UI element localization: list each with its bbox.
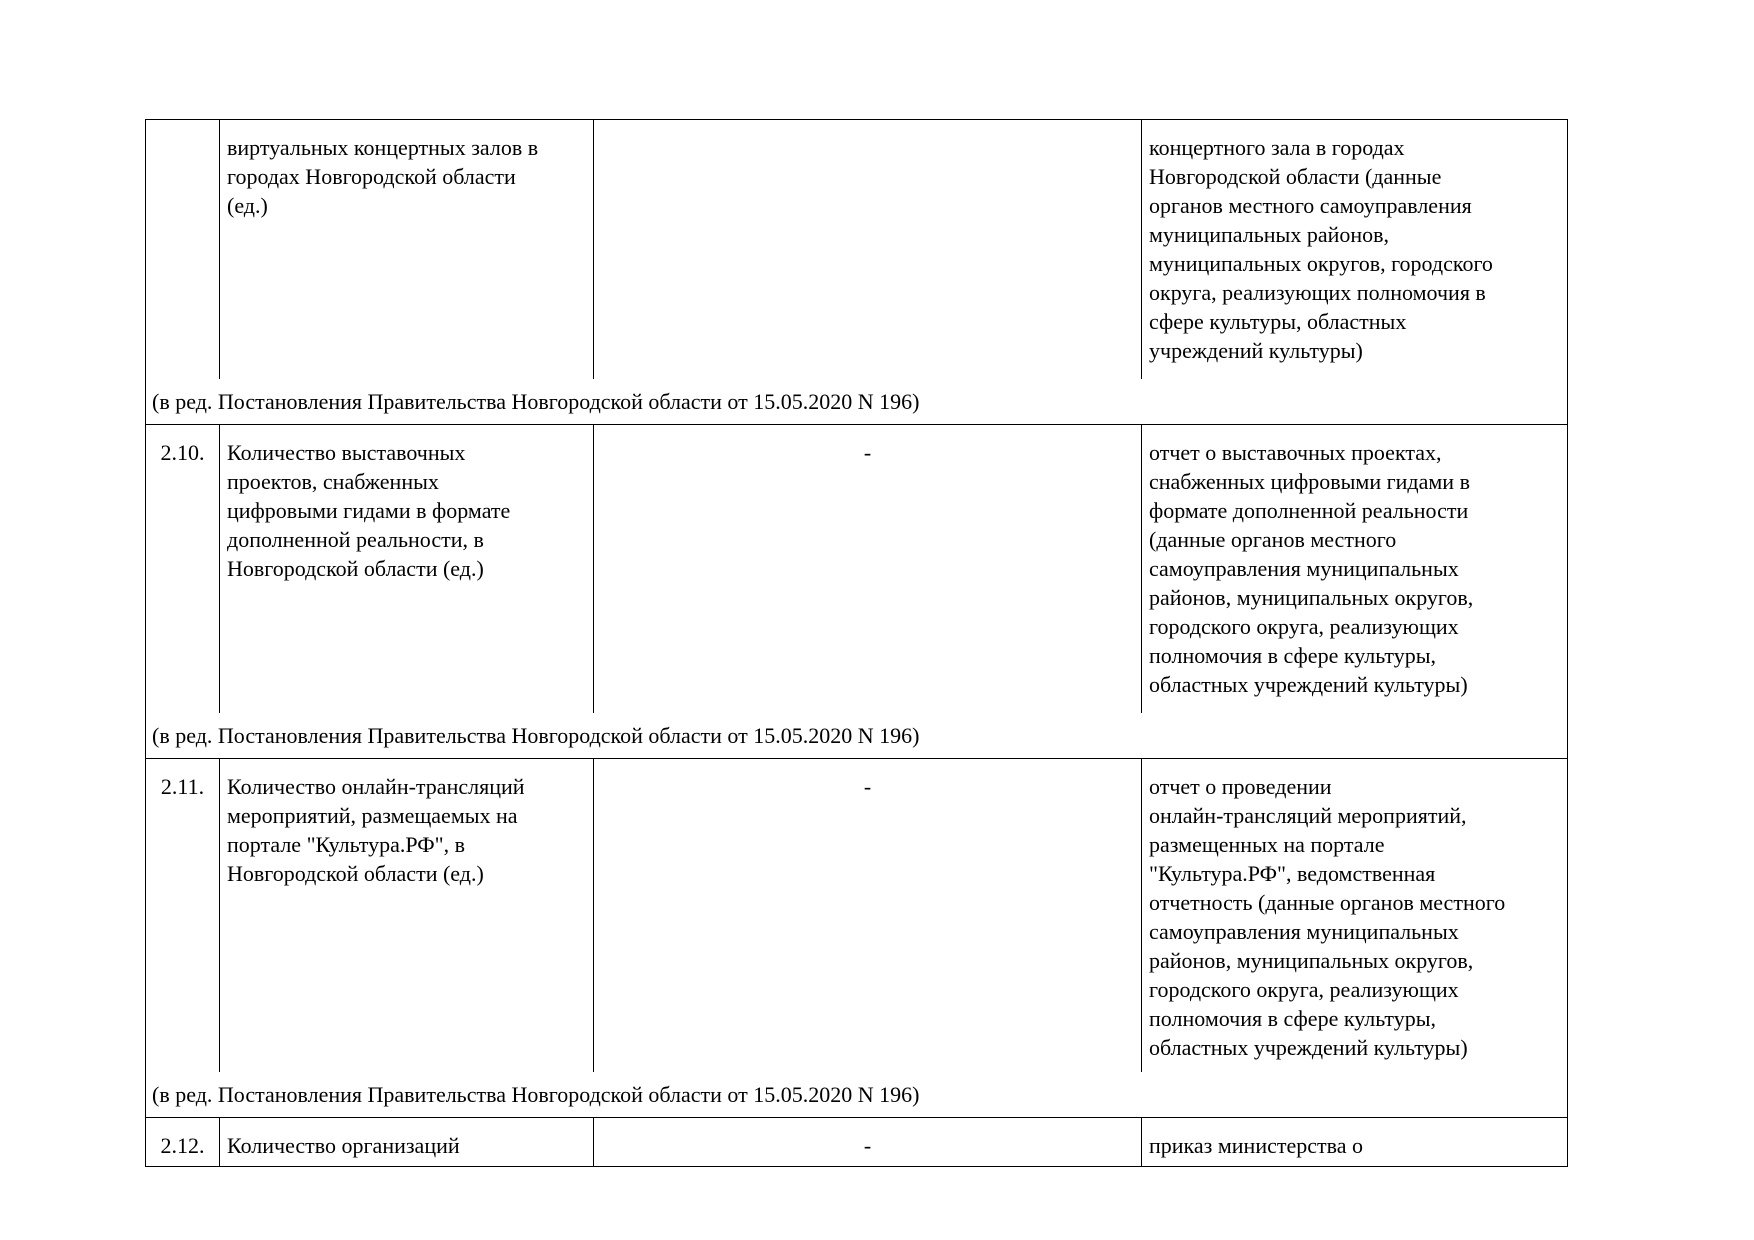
- edit-note-row: [146, 713, 1568, 759]
- source-cell: отчет о проведении онлайн-трансляций мероприятий, размещенных на портале "Культура.РФ", ведомственная отчетность (данные органов местного самоуправления муниципальных районов, муниципальных округов, городского округа, реализующих полномочия в сфере культуры, областных учреждений культуры): [1142, 759, 1568, 1073]
- row-number: 2.11.: [146, 759, 220, 1073]
- indicator-cell: Количество онлайн-трансляций мероприятий, размещаемых на портале "Культура.РФ", в Новгородской области (ед.): [220, 759, 594, 1073]
- indicator-cell: виртуальных концертных залов в городах Новгородской области (ед.): [220, 120, 594, 380]
- edit-note: (в ред. Постановления Правительства Новгородской области от 15.05.2020 N 196): [146, 379, 1568, 425]
- row-number: [146, 120, 220, 380]
- table-row: [146, 120, 1568, 380]
- value-cell: -: [594, 425, 1142, 714]
- indicator-cell: Количество выставочных проектов, снабженных цифровыми гидами в формате дополненной реальности, в Новгородской области (ед.): [220, 425, 594, 714]
- value-cell: -: [594, 1118, 1142, 1167]
- table-row: [146, 425, 1568, 714]
- edit-note-row: [146, 379, 1568, 425]
- edit-note-row: [146, 1072, 1568, 1118]
- source-cell: приказ министерства о: [1142, 1118, 1568, 1167]
- edit-note: (в ред. Постановления Правительства Новгородской области от 15.05.2020 N 196): [146, 1072, 1568, 1118]
- row-number: 2.10.: [146, 425, 220, 714]
- source-cell: концертного зала в городах Новгородской области (данные органов местного самоуправления муниципальных районов, муниципальных округов, городского округа, реализующих полномочия в сфере культуры, областных учреждений культуры): [1142, 120, 1568, 380]
- row-number: 2.12.: [146, 1118, 220, 1167]
- indicators-table: [145, 119, 1568, 1167]
- value-cell: -: [594, 759, 1142, 1073]
- edit-note: (в ред. Постановления Правительства Новгородской области от 15.05.2020 N 196): [146, 713, 1568, 759]
- table-row: [146, 759, 1568, 1073]
- table-row: [146, 1118, 1568, 1167]
- indicator-cell: Количество организаций: [220, 1118, 594, 1167]
- value-cell: [594, 120, 1142, 380]
- source-cell: отчет о выставочных проектах, снабженных цифровыми гидами в формате дополненной реальности (данные органов местного самоуправления муниципальных районов, муниципальных округов, городского округа, реализующих полномочия в сфере культуры, областных учреждений культуры): [1142, 425, 1568, 714]
